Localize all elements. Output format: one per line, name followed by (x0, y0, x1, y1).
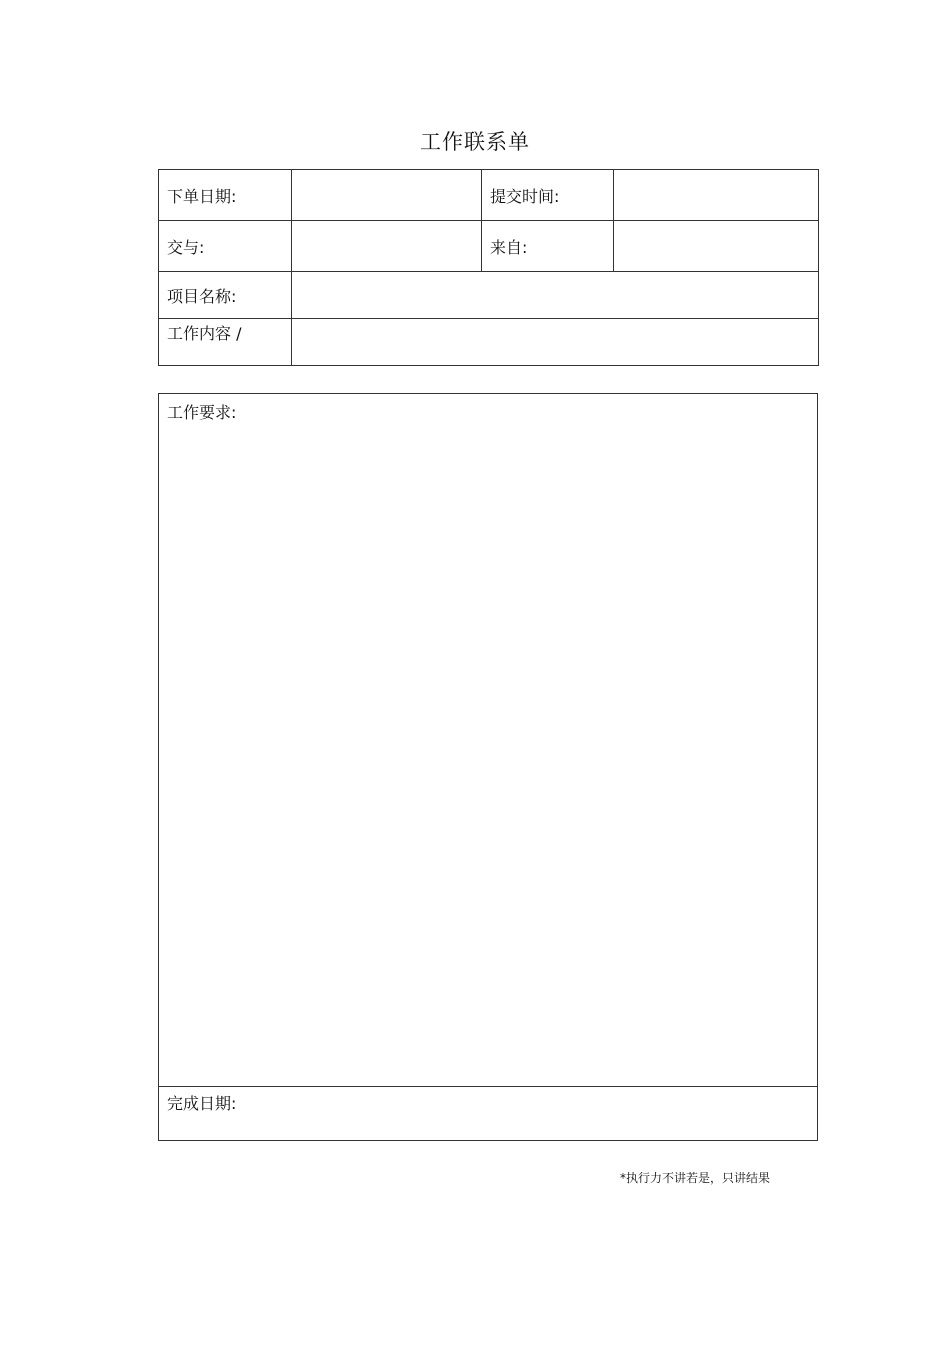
order-date-field[interactable] (292, 170, 482, 221)
order-date-label: 下单日期: (159, 170, 292, 221)
requirements-label: 工作要求: (167, 403, 237, 422)
project-name-label: 项目名称: (159, 272, 292, 319)
from-field[interactable] (614, 221, 819, 272)
completion-date-label: 完成日期: (167, 1094, 237, 1113)
assigned-to-field[interactable] (292, 221, 482, 272)
table-row (159, 221, 819, 272)
assigned-to-label: 交与: (159, 221, 292, 272)
work-content-label: 工作内容 / (159, 319, 292, 366)
page-title: 工作联系单 (420, 130, 530, 154)
table-row (159, 319, 819, 366)
submit-time-label: 提交时间: (482, 170, 614, 221)
table-row (159, 272, 819, 319)
from-label: 来自: (482, 221, 614, 272)
work-content-field[interactable] (292, 319, 819, 366)
footnote: *执行力不讲若是，只讲结果 (620, 1171, 771, 1185)
requirements-box (158, 393, 818, 1141)
info-table (158, 169, 819, 366)
table-row (159, 170, 819, 221)
project-name-field[interactable] (292, 272, 819, 319)
submit-time-field[interactable] (614, 170, 819, 221)
requirements-field[interactable] (159, 394, 817, 1087)
